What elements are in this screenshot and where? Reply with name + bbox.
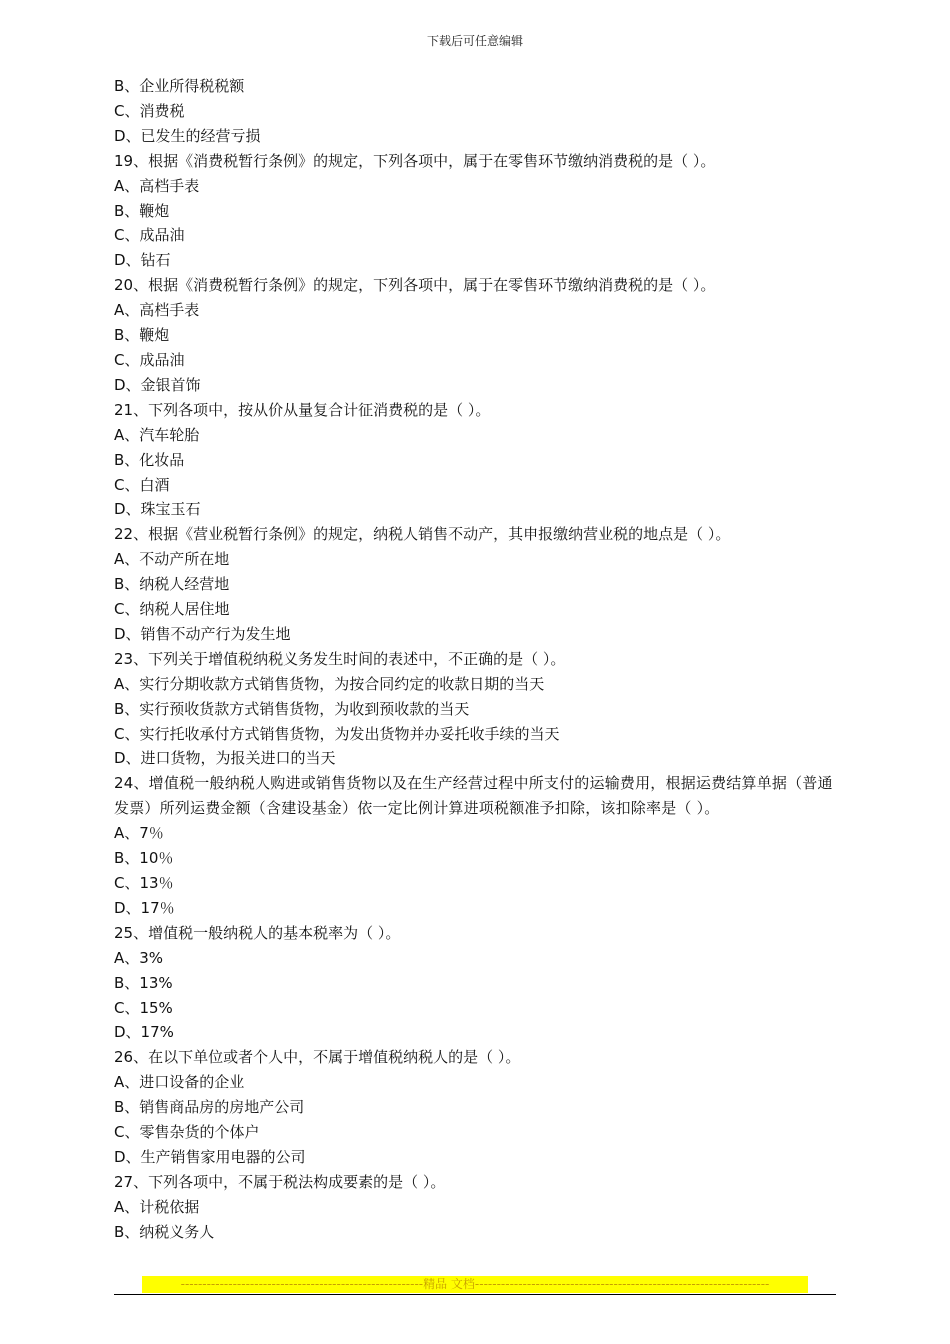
option-line: D、金银首饰 xyxy=(114,375,201,394)
option-line: C、消费税 xyxy=(114,101,185,120)
option-line: B、13% xyxy=(114,973,173,992)
option-line: C、零售杂货的个体户 xyxy=(114,1123,260,1142)
option-line: C、纳税人居住地 xyxy=(114,600,230,619)
question-line: 26、在以下单位或者个人中，不属于增值税纳税人的是（ ）。 xyxy=(114,1048,521,1067)
footer-banner: --------------------------------------------------------精品 文档-------------------------------------------------------------------- xyxy=(142,1276,808,1293)
option-line: A、高档手表 xyxy=(114,176,200,195)
option-line: A、汽车轮胎 xyxy=(114,425,200,444)
option-line: B、鞭炮 xyxy=(114,201,170,220)
option-line: A、高档手表 xyxy=(114,301,200,320)
option-line: C、成品油 xyxy=(114,350,185,369)
option-line: D、珠宝玉石 xyxy=(114,500,201,519)
page-header: 下载后可任意编辑 xyxy=(426,34,523,48)
option-line: C、15% xyxy=(114,998,173,1017)
option-line: C、13％ xyxy=(114,874,174,892)
question-line: 19、根据《消费税暂行条例》的规定，下列各项中，属于在零售环节缴纳消费税的是（ ）。 xyxy=(114,151,716,170)
option-line: A、不动产所在地 xyxy=(114,550,230,569)
option-line: A、实行分期收款方式销售货物，为按合同约定的收款日期的当天 xyxy=(114,674,545,693)
question-line: 24、增值税一般纳税人购进或销售货物以及在生产经营过程中所支付的运输费用，根据运费结算单据（普通发票）所列运费金额（含建设基金）依一定比例计算进项税额准予扣除，该扣除率是（ ）。 xyxy=(114,774,833,818)
question-line: 21、下列各项中，按从价从量复合计征消费税的是（ ）。 xyxy=(114,400,491,419)
question-line: 20、根据《消费税暂行条例》的规定，下列各项中，属于在零售环节缴纳消费税的是（ ）。 xyxy=(114,276,716,295)
option-line: B、鞭炮 xyxy=(114,326,170,345)
footer-divider xyxy=(114,1294,836,1295)
option-line: A、7％ xyxy=(114,824,164,843)
option-line: B、销售商品房的房地产公司 xyxy=(114,1098,305,1117)
option-line: A、进口设备的企业 xyxy=(114,1073,245,1092)
option-line: D、钻石 xyxy=(114,251,171,270)
option-line: B、纳税义务人 xyxy=(114,1222,215,1241)
option-line: C、实行托收承付方式销售货物，为发出货物并办妥托收手续的当天 xyxy=(114,724,560,743)
option-line: D、已发生的经营亏损 xyxy=(114,126,261,145)
option-line: A、计税依据 xyxy=(114,1197,200,1216)
question-line: 23、下列关于增值税纳税义务发生时间的表述中，不正确的是（ ）。 xyxy=(114,649,566,668)
option-line: D、销售不动产行为发生地 xyxy=(114,624,291,643)
option-line: D、17% xyxy=(114,1023,174,1042)
question-line: 22、根据《营业税暂行条例》的规定，纳税人销售不动产，其申报缴纳营业税的地点是（ ）。 xyxy=(114,525,731,544)
option-line: A、3% xyxy=(114,948,164,967)
option-line: B、化妆品 xyxy=(114,450,185,469)
option-line: D、进口货物，为报关进口的当天 xyxy=(114,749,336,768)
option-line: D、生产销售家用电器的公司 xyxy=(114,1147,306,1166)
question-line: 25、增值税一般纳税人的基本税率为（ ）。 xyxy=(114,923,401,942)
option-line: C、成品油 xyxy=(114,226,185,245)
option-line: B、纳税人经营地 xyxy=(114,575,230,594)
option-line: B、企业所得税税额 xyxy=(114,77,245,95)
option-line: B、实行预收货款方式销售货物，为收到预收款的当天 xyxy=(114,699,470,718)
option-line: D、17％ xyxy=(114,898,175,917)
option-line: C、白酒 xyxy=(114,475,170,494)
question-line: 27、下列各项中，不属于税法构成要素的是（ ）。 xyxy=(114,1172,446,1191)
document-body xyxy=(114,74,840,1245)
option-line: B、10％ xyxy=(114,849,174,868)
